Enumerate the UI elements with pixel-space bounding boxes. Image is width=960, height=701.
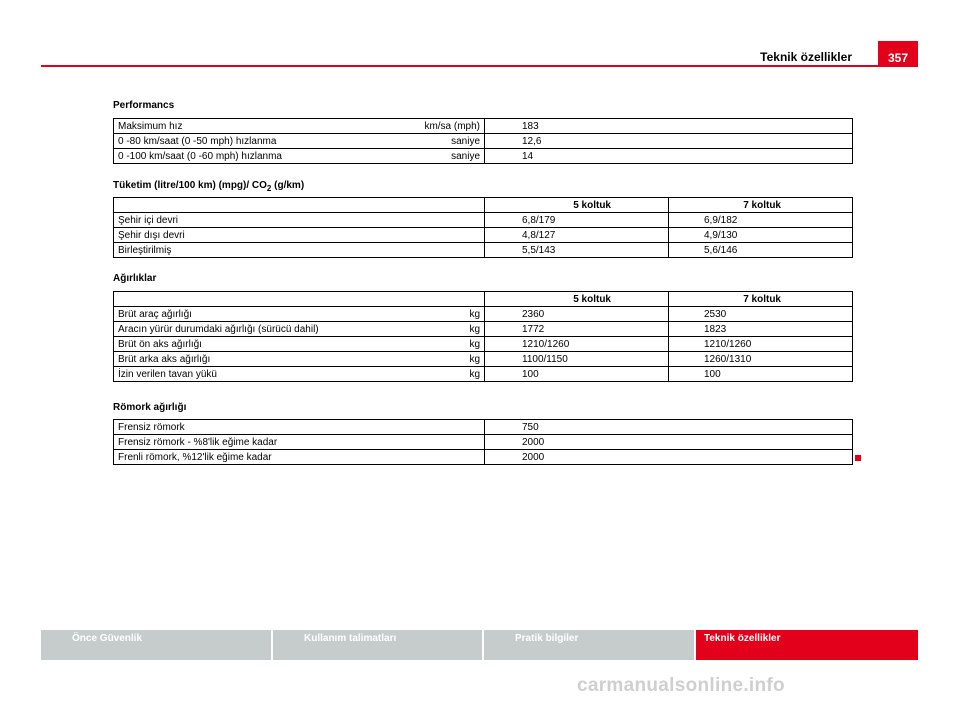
table-row <box>114 435 853 450</box>
column-header-5-seats: 5 koltuk <box>485 198 669 213</box>
row-label: 0 -100 km/saat (0 -60 mph) hızlanma <box>118 150 282 162</box>
weights-title: Ağırlıklar <box>113 273 157 284</box>
row-label-cell <box>114 367 485 382</box>
performance-title: Performancs <box>113 100 175 111</box>
row-label: Frensiz römork - %8'lik eğime kadar <box>114 435 485 450</box>
value-7-seats: 6,9/182 <box>669 213 853 228</box>
value-5-seats: 1772 <box>485 322 669 337</box>
footer-nav <box>41 630 918 660</box>
table-row <box>114 213 853 228</box>
row-label: Şehir içi devri <box>114 213 485 228</box>
row-value: 12,6 <box>485 134 853 149</box>
table-row <box>114 307 853 322</box>
trailer-table <box>113 419 853 465</box>
row-value: 2000 <box>485 450 853 465</box>
row-unit: saniye <box>451 150 480 162</box>
value-5-seats: 4,8/127 <box>485 228 669 243</box>
weights-table <box>113 291 853 382</box>
table-row <box>114 149 853 164</box>
table-row <box>114 450 853 465</box>
row-label: Frensiz römork <box>114 420 485 435</box>
row-label: Brüt ön aks ağırlığı <box>118 338 202 350</box>
value-5-seats: 100 <box>485 367 669 382</box>
value-5-seats: 1100/1150 <box>485 352 669 367</box>
row-label: Frenli römork, %12'lik eğime kadar <box>114 450 485 465</box>
header-divider <box>41 65 918 67</box>
row-label: 0 -80 km/saat (0 -50 mph) hızlanma <box>118 135 277 147</box>
row-label-cell <box>114 337 485 352</box>
row-unit: saniye <box>451 135 480 147</box>
value-5-seats: 6,8/179 <box>485 213 669 228</box>
page-number: 357 <box>878 41 918 66</box>
row-unit: km/sa (mph) <box>424 120 480 132</box>
footer-tab-safety[interactable]: Önce Güvenlik <box>41 630 271 660</box>
row-label: Maksimum hız <box>118 120 183 132</box>
row-value: 2000 <box>485 435 853 450</box>
table-row <box>114 337 853 352</box>
column-header-7-seats: 7 koltuk <box>669 292 853 307</box>
row-value: 750 <box>485 420 853 435</box>
row-label-cell <box>114 134 485 149</box>
watermark-text: carmanualsonline.info <box>577 675 785 696</box>
table-row <box>114 228 853 243</box>
value-7-seats: 2530 <box>669 307 853 322</box>
trailer-title: Römork ağırlığı <box>113 402 187 413</box>
value-5-seats: 5,5/143 <box>485 243 669 258</box>
row-label: Aracın yürür durumdaki ağırlığı (sürücü dahil) <box>118 323 319 335</box>
footer-tab-operating-instructions[interactable]: Kullanım talimatları <box>273 630 482 660</box>
row-unit: kg <box>469 308 480 320</box>
table-row <box>114 352 853 367</box>
column-header-7-seats: 7 koltuk <box>669 198 853 213</box>
row-unit: kg <box>469 353 480 365</box>
column-header-5-seats: 5 koltuk <box>485 292 669 307</box>
row-label-cell <box>114 352 485 367</box>
table-row <box>114 367 853 382</box>
table-row <box>114 322 853 337</box>
value-5-seats: 1210/1260 <box>485 337 669 352</box>
row-label-cell <box>114 119 485 134</box>
value-7-seats: 100 <box>669 367 853 382</box>
section-end-marker <box>855 455 861 461</box>
table-row <box>114 243 853 258</box>
performance-table <box>113 118 853 164</box>
row-label: Birleştirilmiş <box>114 243 485 258</box>
footer-tab-technical-specs[interactable]: Teknik özellikler <box>696 630 918 660</box>
section-header-title: Teknik özellikler <box>760 50 852 64</box>
table-row <box>114 119 853 134</box>
footer-tab-practical-info[interactable]: Pratik bilgiler <box>484 630 694 660</box>
row-label-cell <box>114 149 485 164</box>
row-unit: kg <box>469 323 480 335</box>
table-row <box>114 420 853 435</box>
row-label-cell <box>114 307 485 322</box>
value-7-seats: 4,9/130 <box>669 228 853 243</box>
row-label: Brüt arka aks ağırlığı <box>118 353 211 365</box>
value-7-seats: 5,6/146 <box>669 243 853 258</box>
row-value: 14 <box>485 149 853 164</box>
value-5-seats: 2360 <box>485 307 669 322</box>
row-label-cell <box>114 322 485 337</box>
row-label: Brüt araç ağırlığı <box>118 308 192 320</box>
consumption-table <box>113 197 853 258</box>
table-row <box>114 134 853 149</box>
value-7-seats: 1210/1260 <box>669 337 853 352</box>
row-label: İzin verilen tavan yükü <box>118 368 217 380</box>
row-value: 183 <box>485 119 853 134</box>
row-label: Şehir dışı devri <box>114 228 485 243</box>
value-7-seats: 1823 <box>669 322 853 337</box>
row-unit: kg <box>469 368 480 380</box>
table-header-row <box>114 292 853 307</box>
consumption-title: Tüketim (litre/100 km) (mpg)/ $CO_2$ (g/km) <box>113 180 305 193</box>
row-unit: kg <box>469 338 480 350</box>
value-7-seats: 1260/1310 <box>669 352 853 367</box>
table-header-row <box>114 198 853 213</box>
